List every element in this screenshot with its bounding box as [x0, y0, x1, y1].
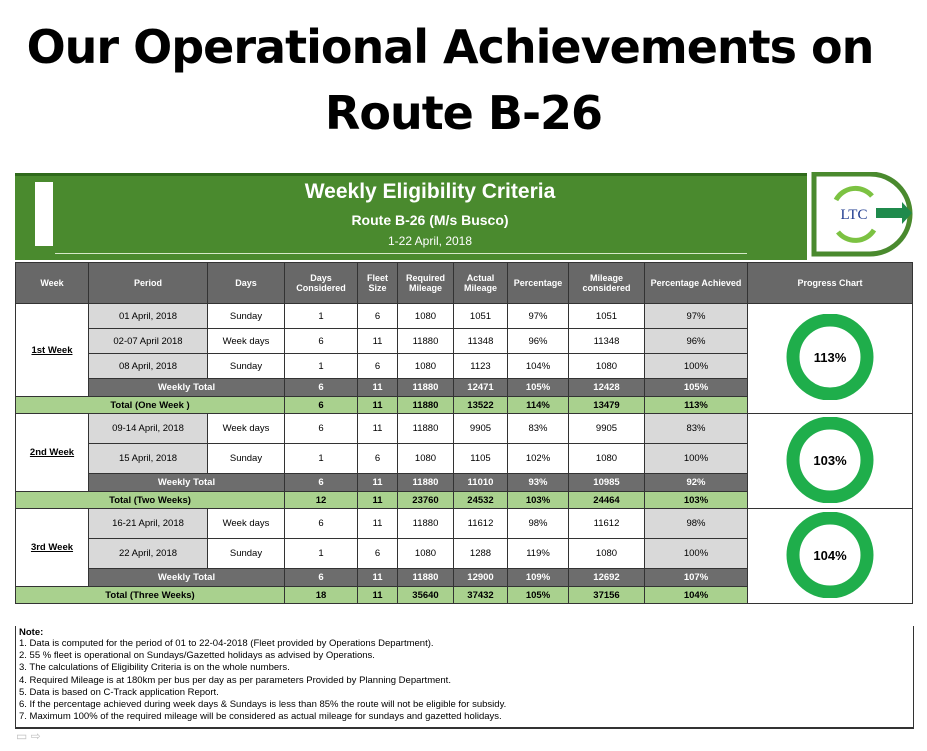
cell-fleet-size: 6 [358, 304, 398, 329]
cell-mileage-considered: 1051 [569, 304, 645, 329]
progress-donut [774, 417, 886, 503]
cell-days: Sunday [208, 304, 285, 329]
table-header-row [16, 263, 913, 304]
cumulative-total-value: 114% [508, 397, 569, 414]
cumulative-total-label: Total (Two Weeks) [16, 492, 285, 509]
slide-title-line1: Our Operational Achievements on [26, 20, 874, 74]
cell-period: 15 April, 2018 [89, 444, 208, 474]
banner-subtitle: Route B-26 (M/s Busco) [351, 212, 509, 228]
progress-chart-cell [748, 509, 913, 604]
cell-days-considered: 6 [285, 509, 358, 539]
cell-days-considered: 1 [285, 444, 358, 474]
weekly-total-value: 93% [508, 474, 569, 492]
table-row [16, 304, 913, 329]
cumulative-total-value: 13522 [454, 397, 508, 414]
cell-fleet-size: 6 [358, 444, 398, 474]
cell-mileage-considered: 9905 [569, 414, 645, 444]
cell-days-considered: 1 [285, 304, 358, 329]
cell-percentage: 97% [508, 304, 569, 329]
ltc-logo [810, 172, 914, 258]
cell-actual-mileage: 11612 [454, 509, 508, 539]
cell-percentage-achieved: 100% [645, 444, 748, 474]
cell-fleet-size: 6 [358, 539, 398, 569]
cell-percentage: 119% [508, 539, 569, 569]
cell-mileage-considered: 11612 [569, 509, 645, 539]
cumulative-total-value: 104% [645, 587, 748, 604]
header-percentage: Percentage [508, 263, 569, 304]
weekly-total-value: 12428 [569, 379, 645, 397]
cell-period: 01 April, 2018 [89, 304, 208, 329]
donut-label: 103% [813, 452, 847, 468]
cell-actual-mileage: 1288 [454, 539, 508, 569]
cell-period: 16-21 April, 2018 [89, 509, 208, 539]
cumulative-total-label: Total (One Week ) [16, 397, 285, 414]
cell-days-considered: 1 [285, 354, 358, 379]
note-line: 6. If the percentage achieved during week days & Sundays is less than 85% the route will not be eligible for subsidy. [19, 699, 507, 711]
cell-actual-mileage: 1051 [454, 304, 508, 329]
cell-days: Sunday [208, 444, 285, 474]
weekly-total-value: 12692 [569, 569, 645, 587]
cell-period: 02-07 April 2018 [89, 329, 208, 354]
cell-days: Sunday [208, 354, 285, 379]
cumulative-total-value: 11 [358, 492, 398, 509]
slide-title-line2: Route B-26 [324, 86, 603, 140]
eligibility-banner [15, 173, 807, 260]
header-days-considered: Days Considered [285, 263, 358, 304]
cumulative-total-value: 18 [285, 587, 358, 604]
cumulative-total-value: 23760 [398, 492, 454, 509]
cumulative-total-value: 11 [358, 587, 398, 604]
cell-required-mileage: 1080 [398, 354, 454, 379]
weekly-total-value: 10985 [569, 474, 645, 492]
cell-days: Week days [208, 329, 285, 354]
cumulative-total-value: 35640 [398, 587, 454, 604]
banner-divider [55, 253, 747, 254]
weekly-total-label: Weekly Total [89, 379, 285, 397]
cumulative-total-value: 113% [645, 397, 748, 414]
notes-title: Note: [19, 627, 44, 638]
cell-percentage-achieved: 100% [645, 539, 748, 569]
cell-required-mileage: 1080 [398, 304, 454, 329]
weekly-total-value: 11880 [398, 569, 454, 587]
cell-percentage: 102% [508, 444, 569, 474]
cumulative-total-value: 13479 [569, 397, 645, 414]
cell-mileage-considered: 1080 [569, 444, 645, 474]
ltc-logo-text: LTC [840, 207, 868, 223]
cumulative-total-value: 6 [285, 397, 358, 414]
note-line: 7. Maximum 100% of the required mileage will be considered as actual mileage for sundays and gazetted holidays. [19, 711, 502, 723]
cell-actual-mileage: 9905 [454, 414, 508, 444]
weekly-total-value: 92% [645, 474, 748, 492]
note-line: 3. The calculations of Eligibility Criteria is on the whole numbers. [19, 662, 290, 674]
slide-footer-icons: ▭ ⇨ [16, 729, 41, 743]
cell-required-mileage: 1080 [398, 539, 454, 569]
cell-mileage-considered: 1080 [569, 354, 645, 379]
header-percentage-achieved: Percentage Achieved [645, 263, 748, 304]
cell-required-mileage: 11880 [398, 329, 454, 354]
notes-list [16, 638, 913, 723]
cell-mileage-considered: 1080 [569, 539, 645, 569]
cell-fleet-size: 11 [358, 329, 398, 354]
weekly-total-value: 11880 [398, 474, 454, 492]
cumulative-total-value: 105% [508, 587, 569, 604]
cell-required-mileage: 11880 [398, 509, 454, 539]
cell-days-considered: 1 [285, 539, 358, 569]
progress-donut [774, 314, 886, 400]
cell-actual-mileage: 1105 [454, 444, 508, 474]
cell-period: 22 April, 2018 [89, 539, 208, 569]
cumulative-total-value: 11 [358, 397, 398, 414]
weekly-total-value: 11 [358, 474, 398, 492]
cell-days-considered: 6 [285, 414, 358, 444]
cumulative-total-value: 11880 [398, 397, 454, 414]
cell-percentage-achieved: 96% [645, 329, 748, 354]
week-label: 1st Week [16, 304, 89, 397]
week-label: 2nd Week [16, 414, 89, 492]
note-line: 5. Data is based on C-Track application Report. [19, 686, 219, 698]
cell-days: Sunday [208, 539, 285, 569]
table-body [16, 304, 913, 604]
progress-donut [774, 512, 886, 598]
cell-days-considered: 6 [285, 329, 358, 354]
note-line: 1. Data is computed for the period of 01 to 22-04-2018 (Fleet provided by Operations Department). [19, 638, 434, 649]
cell-percentage-achieved: 83% [645, 414, 748, 444]
progress-chart-cell [748, 414, 913, 509]
cell-required-mileage: 1080 [398, 444, 454, 474]
banner-dates: 1-22 April, 2018 [387, 234, 473, 248]
table-row [16, 414, 913, 444]
weekly-total-value: 105% [645, 379, 748, 397]
weekly-total-value: 107% [645, 569, 748, 587]
cumulative-total-value: 103% [508, 492, 569, 509]
weekly-total-value: 11010 [454, 474, 508, 492]
cumulative-total-value: 24464 [569, 492, 645, 509]
donut-label: 104% [813, 547, 847, 563]
cell-percentage: 98% [508, 509, 569, 539]
cumulative-total-value: 12 [285, 492, 358, 509]
header-period: Period [89, 263, 208, 304]
weekly-total-value: 11 [358, 569, 398, 587]
progress-chart-cell [748, 304, 913, 414]
cell-period: 08 April, 2018 [89, 354, 208, 379]
header-mileage-considered: Mileage considered [569, 263, 645, 304]
cell-mileage-considered: 11348 [569, 329, 645, 354]
weekly-total-value: 12471 [454, 379, 508, 397]
cell-percentage: 83% [508, 414, 569, 444]
weekly-total-label: Weekly Total [89, 474, 285, 492]
weekly-total-value: 12900 [454, 569, 508, 587]
cell-percentage: 96% [508, 329, 569, 354]
header-days: Days [208, 263, 285, 304]
header-week: Week [16, 263, 89, 304]
header-required-mileage: Required Mileage [398, 263, 454, 304]
cumulative-total-label: Total (Three Weeks) [16, 587, 285, 604]
header-actual-mileage: Actual Mileage [454, 263, 508, 304]
eligibility-table [15, 262, 913, 604]
weekly-total-value: 6 [285, 379, 358, 397]
cell-period: 09-14 April, 2018 [89, 414, 208, 444]
note-line: 2. 55 % fleet is operational on Sundays/Gazetted holidays as advised by Operations. [19, 650, 375, 662]
week-label: 3rd Week [16, 509, 89, 587]
header-progress-chart: Progress Chart [748, 263, 913, 304]
cell-required-mileage: 11880 [398, 414, 454, 444]
cell-fleet-size: 6 [358, 354, 398, 379]
donut-label: 113% [813, 350, 847, 365]
notes-box [15, 626, 914, 729]
cumulative-total-value: 37432 [454, 587, 508, 604]
cell-fleet-size: 11 [358, 509, 398, 539]
note-line: 4. Required Mileage is at 180km per bus per day as per parameters Provided by Planning Department. [19, 674, 451, 686]
cell-fleet-size: 11 [358, 414, 398, 444]
cell-actual-mileage: 11348 [454, 329, 508, 354]
weekly-total-value: 6 [285, 474, 358, 492]
cell-actual-mileage: 1123 [454, 354, 508, 379]
cell-days: Week days [208, 509, 285, 539]
header-fleet-size: Fleet Size [358, 263, 398, 304]
cumulative-total-value: 103% [645, 492, 748, 509]
table-row [16, 509, 913, 539]
weekly-total-value: 11 [358, 379, 398, 397]
cell-percentage: 104% [508, 354, 569, 379]
cell-percentage-achieved: 97% [645, 304, 748, 329]
weekly-total-value: 109% [508, 569, 569, 587]
weekly-total-value: 6 [285, 569, 358, 587]
cumulative-total-value: 24532 [454, 492, 508, 509]
cell-days: Week days [208, 414, 285, 444]
cell-percentage-achieved: 100% [645, 354, 748, 379]
cell-percentage-achieved: 98% [645, 509, 748, 539]
cumulative-total-value: 37156 [569, 587, 645, 604]
weekly-total-value: 11880 [398, 379, 454, 397]
weekly-total-label: Weekly Total [89, 569, 285, 587]
weekly-total-value: 105% [508, 379, 569, 397]
banner-title: Weekly Eligibility Criteria [304, 180, 556, 203]
